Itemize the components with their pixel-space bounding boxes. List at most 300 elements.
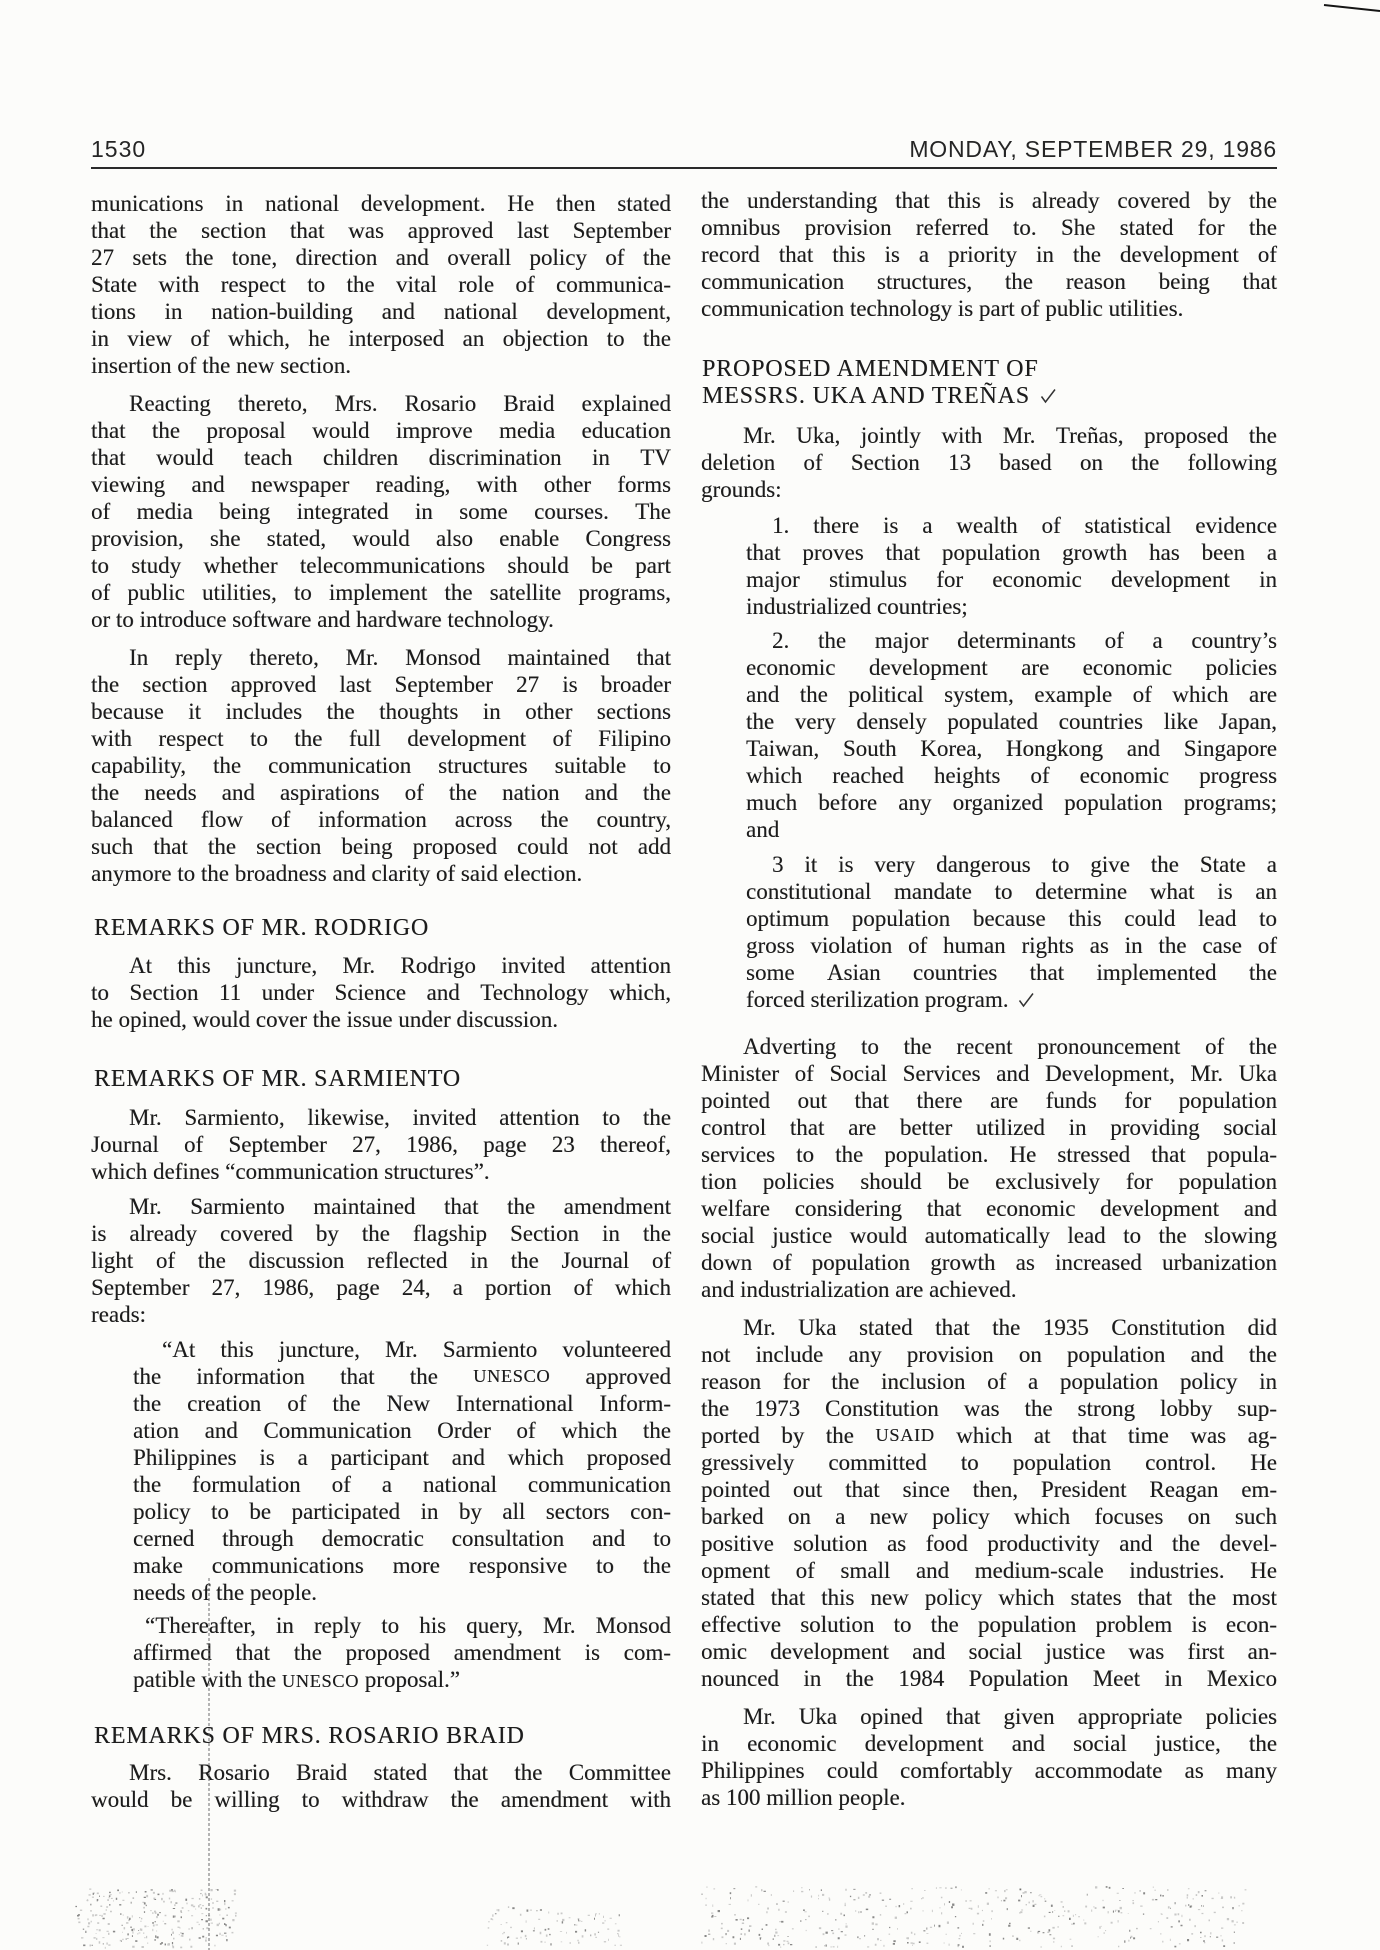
word: of [91,499,111,524]
word: effective [701,1612,782,1637]
word: pronouncement [1037,1034,1181,1059]
text-line [91,471,671,498]
word: that [1242,269,1277,294]
word: optimum [746,906,830,931]
word: which [998,1585,1055,1610]
word: Congress [585,526,671,551]
word: media [136,499,193,524]
word: is [259,1445,275,1470]
word: Adverting [743,1034,837,1059]
word: population [811,1250,911,1275]
ground-item-2 [746,627,1277,843]
word: by [1208,188,1231,213]
word: of [1104,628,1124,653]
text-line: communication technology is part of public utilities. [701,296,1184,321]
word: last [339,672,372,697]
word: 13 [948,450,972,475]
word: to [301,1787,320,1812]
word: then, [972,1477,1019,1502]
word: densely [856,709,927,734]
text-line [746,512,1277,539]
acronym: USAID [875,1425,935,1445]
text-line [746,932,1277,959]
word: in [164,299,183,324]
rodrigo-paragraph [91,952,671,1033]
word: not [588,834,618,859]
text-line [91,779,671,806]
word: media [498,418,556,443]
text-line [91,1104,671,1131]
word: be [947,1169,970,1194]
word: country, [596,807,671,832]
word: Section [129,980,199,1005]
word: the [642,245,671,270]
word: query, [466,1613,523,1638]
word: for [782,1369,810,1394]
word: invited [412,1105,477,1130]
word: much [746,790,798,815]
word: the [149,218,178,243]
word: State [1199,852,1246,877]
word: suitable [554,753,627,778]
word: 2. [772,628,790,653]
word: before [818,790,878,815]
word: reached [832,763,904,788]
word: in [1259,567,1277,592]
word: population [1059,1369,1159,1394]
word: the [514,1760,543,1785]
word: being [1158,269,1210,294]
word: that [885,540,920,565]
word: proposed [586,1445,671,1470]
word: Section [850,450,920,475]
word: the [701,188,730,213]
word: this [832,242,866,267]
word: already [129,1221,198,1246]
word: with [941,423,983,448]
word: new [869,1504,908,1529]
word: and [1126,736,1160,761]
word: which [956,1423,1013,1448]
word: that [340,1364,375,1389]
word: Journal [91,1132,159,1157]
word: social [701,1223,755,1248]
word: econ- [1225,1612,1277,1637]
word: is [1217,879,1233,904]
word: interposed [348,326,445,351]
word: invited [501,953,566,978]
word: through [222,1526,294,1551]
word: the [1171,1531,1200,1556]
word: justice [772,1223,833,1248]
word: formulation [192,1472,301,1497]
word: Services [902,1061,981,1086]
word: Uka [798,1315,837,1340]
word: productivity [987,1531,1100,1556]
word: the [507,1194,536,1219]
word: could [826,1758,878,1783]
word: balanced [91,807,173,832]
word: deletion [701,450,776,475]
word: Filipino [598,726,671,751]
word: positive [701,1531,774,1556]
word: some [459,499,508,524]
text-line: and [746,817,780,842]
word: a [297,1445,308,1470]
word: at [1033,1423,1051,1448]
word: country’s [1191,628,1277,653]
word: of [516,1418,536,1443]
text-line [746,851,1277,878]
word: Rosario [404,391,477,416]
word: a [918,242,929,267]
word: economic [747,1731,837,1756]
word: it [804,852,818,877]
word: as [1184,1758,1204,1783]
word: in [91,326,109,351]
word: reason [1065,269,1126,294]
word: thoughts [379,699,459,724]
text-line [91,190,671,217]
word: justice, [1154,1731,1221,1756]
text-line [701,1703,1277,1730]
word: any [898,790,932,815]
word: that [945,1704,981,1729]
word: Mr. [743,1315,776,1340]
word: stimulus [828,567,907,592]
text-line [701,268,1277,295]
word: already [1031,188,1100,213]
word: the [207,834,236,859]
word: discussion [248,1248,345,1273]
text-line: patible with the UNESCO proposal.” [133,1667,460,1692]
text-line [701,1249,1277,1276]
word: Mr. [743,1704,776,1729]
word: is [998,188,1014,213]
continued-paragraph [91,190,671,379]
word: are [848,1115,877,1140]
word: that [845,1477,880,1502]
word: opined [860,1704,923,1729]
word: the [409,1364,438,1389]
word: integrated [296,499,389,524]
word: stated [373,1760,428,1785]
word: a [835,1504,846,1529]
word: are [1021,655,1050,680]
word: role [458,272,495,297]
word: is [882,513,899,538]
word: needs [144,780,197,805]
word: 23 [551,1132,575,1157]
word: providing [1110,1115,1200,1140]
word: 1986, [406,1132,458,1157]
word: and [915,1558,950,1583]
word: automatically [924,1223,1050,1248]
text-line [91,271,671,298]
word: in [1035,242,1054,267]
word: since [902,1477,950,1502]
word: ported [701,1423,760,1448]
word: a [381,1472,392,1497]
word: omnibus [701,215,781,240]
word: com- [623,1640,671,1665]
word: should [860,1169,922,1194]
word: is [562,672,578,697]
word: Mr. [384,1337,418,1362]
word: that [443,1194,479,1219]
word: stated [1119,215,1174,240]
word: population [977,1612,1077,1637]
word: lead [1198,906,1237,931]
word: industries. [1129,1558,1225,1583]
word: the [151,418,180,443]
word: example [1034,682,1113,707]
word: At [129,953,152,978]
text-line [701,1395,1277,1422]
word: of [573,1275,593,1300]
word: down [701,1250,753,1275]
text-line [91,1274,671,1301]
word: for [1124,1088,1152,1113]
word: President [1040,1477,1127,1502]
word: South [842,736,897,761]
word: that [235,1640,270,1665]
word: the [332,1391,361,1416]
word: aspirations [279,780,380,805]
text-line [746,708,1277,735]
text-line [91,1759,671,1786]
word: Journal [561,1248,630,1273]
text-line [701,1730,1277,1757]
text-line [701,1368,1277,1395]
word: and [381,299,415,324]
word: that [1137,1585,1173,1610]
word: and [1190,1342,1224,1367]
text-line [701,1060,1277,1087]
text-line [91,1193,671,1220]
word: of [987,1369,1007,1394]
word: of [331,1472,351,1497]
word: capability, [91,753,186,778]
text-line [91,217,671,244]
text-line [701,1422,1277,1449]
text-line [91,498,671,525]
text-line [133,1525,671,1552]
word: social [1223,1115,1277,1140]
text-line: PROPOSED AMENDMENT OF [702,356,1039,382]
word: Mr. [1190,1061,1223,1086]
word: Braid [503,391,555,416]
word: the [133,1391,162,1416]
word: to [1051,852,1070,877]
word: like [1163,709,1199,734]
word: states [1070,1585,1122,1610]
word: population [941,540,1041,565]
word: would [91,1787,149,1812]
word: Development, [1045,1061,1175,1086]
word: Philippines [133,1445,237,1470]
word: that [935,1315,970,1340]
word: an [1255,879,1277,904]
word: control [701,1115,767,1140]
word: of [91,580,111,605]
word: 1973 [754,1396,801,1421]
word: funds [1045,1088,1097,1113]
word: the [91,780,120,805]
word: Mr. [129,1194,162,1219]
word: the [701,1396,730,1421]
word: nation [502,780,560,805]
acronym: UNESCO [473,1366,551,1386]
word: understanding [746,188,878,213]
word: which, [227,326,290,351]
word: the [444,580,473,605]
word: proves [802,540,864,565]
word: nounced [701,1666,779,1691]
word: of [270,807,291,832]
text-line [746,566,1277,593]
word: provision [906,1342,994,1367]
word: of [605,245,625,270]
word: public [127,580,185,605]
word: communica- [555,272,671,297]
word: social [1073,1731,1127,1756]
text-line [91,806,671,833]
word: communication [268,753,412,778]
word: September [572,218,671,243]
text-line: grounds: [701,477,782,502]
word: the [361,1221,390,1246]
word: would [849,1223,908,1248]
word: a [1027,1369,1039,1394]
word: which [561,1418,618,1443]
word: recent [956,1034,1013,1059]
word: inclusion [881,1369,966,1394]
word: September [228,1132,327,1157]
word: on [787,1504,811,1529]
word: in [225,191,244,216]
word: more [392,1553,440,1578]
word: discrimination [428,445,562,470]
word: development [1119,242,1239,267]
word: of [1030,763,1050,788]
text-line [91,979,671,1006]
word: the [450,1787,479,1812]
word: national [422,1472,497,1497]
continued-paragraph [701,187,1277,322]
word: tion [701,1169,737,1194]
word: solution [793,1531,868,1556]
text-line [701,1584,1277,1611]
word: programs, [578,580,671,605]
word: the [642,1553,671,1578]
word: children [322,445,399,470]
word: which [507,1445,564,1470]
word: violation [810,933,893,958]
word: Technology [480,980,589,1005]
word: maintained [507,645,610,670]
word: with [91,726,132,751]
word: Mr. [542,1613,576,1638]
word: vital [395,272,437,297]
word: population [1178,1088,1277,1113]
text-line [701,1168,1277,1195]
word: what [1149,879,1195,904]
word: maintained [313,1194,416,1219]
word: to [1259,906,1277,931]
word: approved [585,1364,671,1389]
word: this [947,188,981,213]
word: Meet [1092,1666,1140,1691]
word: of [287,1391,307,1416]
text-line [701,1503,1277,1530]
word: evidence [1195,513,1277,538]
word: out [797,1088,827,1113]
word: in [1124,933,1143,958]
word: explained [581,391,671,416]
word: Sarmiento [442,1337,538,1362]
word: portion [484,1275,552,1300]
word: determinants [957,628,1076,653]
word: then [555,191,596,216]
word: new [870,1585,909,1610]
word: stated [701,1585,755,1610]
word: across [454,807,513,832]
text-line [91,579,671,606]
text-line [701,1757,1277,1784]
word: solution [800,1612,875,1637]
word: of [803,450,823,475]
word: by [315,1221,339,1246]
braid-paragraph [91,1759,671,1813]
word: exclusively [995,1169,1100,1194]
checkmark-stroke [1041,390,1055,403]
word: forms [617,472,671,497]
word: focuses [1094,1504,1164,1529]
word: Sarmiento [190,1194,285,1219]
word: the [448,780,477,805]
word: in [803,1666,822,1691]
word: approved [230,672,317,697]
word: the [212,753,242,778]
word: a [1152,628,1163,653]
text-line [746,762,1277,789]
text-line: as 100 million people. [701,1785,906,1810]
word: on [1079,450,1103,475]
word: welfare [701,1196,770,1221]
word: political [848,682,924,707]
word: also [435,526,473,551]
word: Sarmiento, [184,1105,285,1130]
word: Hongkong [1005,736,1104,761]
word: nation-building [211,299,353,324]
word: the [133,1364,162,1389]
text-line [701,1033,1277,1060]
word: the [642,1221,671,1246]
word: would [155,445,214,470]
word: proposal [206,418,286,443]
word: the [293,1640,322,1665]
word: amendment [500,1787,609,1812]
text-line [133,1444,671,1471]
word: stressed [1057,1142,1131,1167]
word: economic [1079,763,1169,788]
word: would [312,418,370,443]
word: population [1066,1342,1166,1367]
word: participated [291,1499,401,1524]
word: responsive [468,1553,568,1578]
text-line [701,449,1277,476]
